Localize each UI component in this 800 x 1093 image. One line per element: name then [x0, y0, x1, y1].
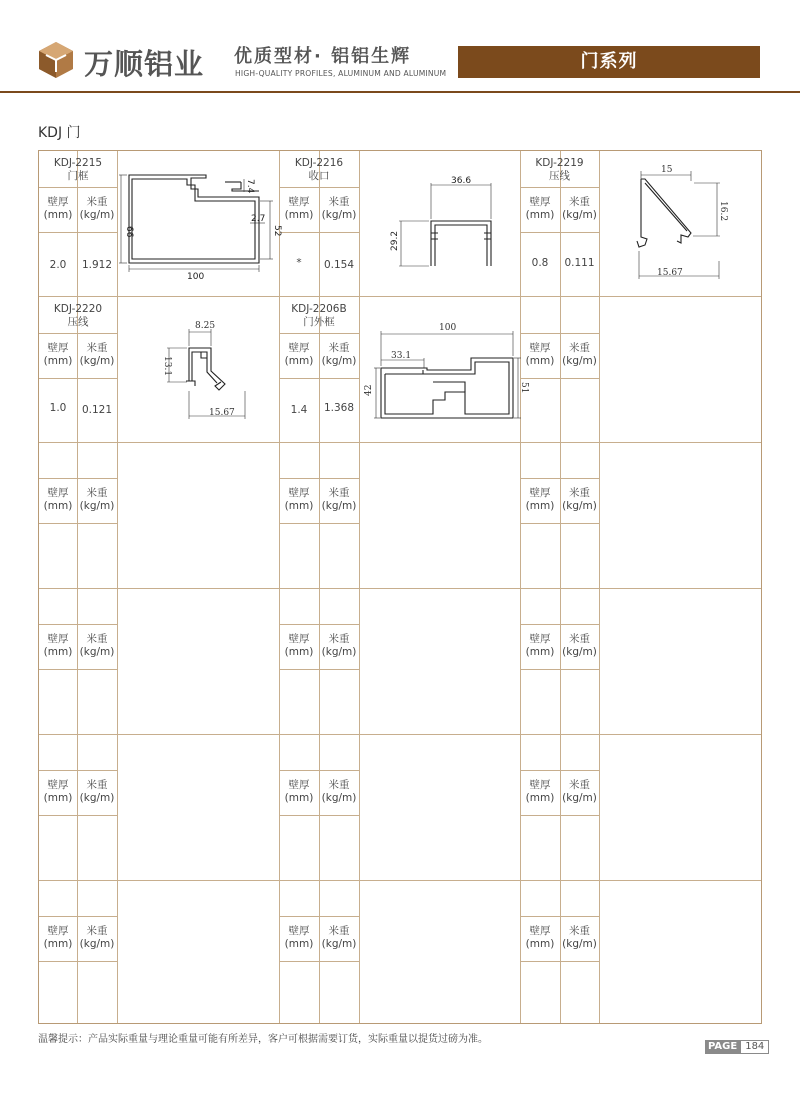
grid-line: [520, 232, 599, 233]
grid-line: [520, 378, 599, 379]
grid-line: [520, 916, 599, 917]
grid-line: [39, 523, 117, 524]
grid-line: [520, 815, 599, 816]
dim-side: 16.2: [718, 201, 728, 222]
grid-line: [520, 624, 599, 625]
column-header-weight: 米重 (kg/m): [321, 779, 357, 804]
grid-line: [279, 523, 359, 524]
weight-value: 0.111: [564, 257, 595, 269]
grid-line: [39, 880, 761, 881]
dim-width: 100: [187, 272, 205, 282]
column-header-thickness: 壁厚 (mm): [284, 633, 314, 658]
column-header-thickness: 壁厚 (mm): [43, 779, 73, 804]
grid-line: [279, 669, 359, 670]
dim-right: 51: [519, 382, 529, 394]
grid-line: [39, 916, 117, 917]
grid-line: [39, 961, 117, 962]
column-header-weight: 米重 (kg/m): [79, 487, 115, 512]
column-header-thickness: 壁厚 (mm): [284, 342, 314, 367]
column-header-thickness: 壁厚 (mm): [525, 342, 555, 367]
dim-height: 66: [124, 226, 134, 238]
grid-line: [560, 151, 561, 1023]
section-title: KDJ 门: [38, 125, 81, 141]
grid-line: [39, 734, 761, 735]
grid-line: [39, 588, 761, 589]
profile-code: KDJ-2206B: [291, 303, 347, 315]
profile-drawing-kdj-2219: [599, 151, 761, 296]
weight-value: 1.912: [81, 259, 113, 271]
page-number-tag: [705, 1040, 769, 1054]
weight-value: 1.368: [323, 402, 355, 414]
dim-left: 42: [364, 384, 374, 396]
grid-line: [319, 151, 320, 1023]
thickness-value: 1.4: [290, 404, 308, 416]
column-header-thickness: 壁厚 (mm): [43, 925, 73, 950]
company-logo-icon: [36, 40, 76, 80]
column-header-weight: 米重 (kg/m): [79, 779, 115, 804]
grid-line: [279, 961, 359, 962]
column-header-thickness: 壁厚 (mm): [525, 487, 555, 512]
column-header-weight: 米重 (kg/m): [562, 196, 597, 221]
dim-side: 13.1: [162, 356, 172, 377]
profile-drawing-kdj-2215: [117, 151, 282, 296]
grid-line: [39, 624, 117, 625]
grid-line: [520, 478, 599, 479]
grid-line: [39, 378, 117, 379]
column-header-thickness: 壁厚 (mm): [43, 342, 73, 367]
column-header-thickness: 壁厚 (mm): [43, 196, 73, 221]
grid-line: [520, 770, 599, 771]
column-header-thickness: 壁厚 (mm): [43, 633, 73, 658]
column-header-weight: 米重 (kg/m): [79, 342, 115, 367]
dim-bottom: 15.67: [209, 408, 235, 418]
profile-name: 压线: [549, 170, 570, 182]
dim-wall: 2.7: [251, 214, 266, 224]
profile-code: KDJ-2215: [53, 157, 103, 169]
column-header-weight: 米重 (kg/m): [79, 196, 115, 221]
grid-line: [520, 523, 599, 524]
profile-drawing-kdj-2206b: [359, 296, 529, 442]
dim-lip: 7.4: [245, 179, 255, 194]
grid-line: [279, 916, 359, 917]
grid-line: [39, 232, 117, 233]
column-header-weight: 米重 (kg/m): [562, 925, 597, 950]
profile-drawing-kdj-2220: [117, 296, 279, 442]
grid-line: [279, 333, 359, 334]
grid-line: [39, 478, 117, 479]
grid-line: [279, 478, 359, 479]
weight-value: 0.154: [323, 259, 355, 271]
profile-name: 收口: [308, 170, 330, 182]
header-divider: [0, 91, 800, 93]
grid-line: [279, 232, 359, 233]
column-header-weight: 米重 (kg/m): [562, 633, 597, 658]
column-header-weight: 米重 (kg/m): [79, 925, 115, 950]
grid-line: [520, 961, 599, 962]
page-number: 184: [740, 1040, 769, 1054]
weight-value: 0.121: [81, 404, 113, 416]
grid-line: [39, 333, 117, 334]
column-header-weight: 米重 (kg/m): [321, 487, 357, 512]
dim-bottom: 15.67: [657, 268, 683, 278]
column-header-weight: 米重 (kg/m): [562, 779, 597, 804]
dim-width: 100: [439, 323, 457, 333]
column-header-thickness: 壁厚 (mm): [43, 487, 73, 512]
profile-code: KDJ-2216: [294, 157, 344, 169]
grid-line: [520, 333, 599, 334]
column-header-weight: 米重 (kg/m): [321, 633, 357, 658]
column-header-thickness: 壁厚 (mm): [284, 196, 314, 221]
grid-line: [279, 151, 280, 1023]
grid-line: [520, 151, 521, 1023]
grid-line: [279, 187, 359, 188]
profile-name: 门外框: [303, 316, 335, 328]
grid-line: [39, 815, 117, 816]
grid-line: [520, 669, 599, 670]
page-header: [0, 0, 800, 95]
thickness-value: 0.8: [531, 257, 549, 269]
brand-slogan: 优质型材· 铝铝生辉: [234, 46, 412, 67]
series-title-banner: 门系列: [458, 46, 760, 78]
profile-name: 门框: [67, 170, 89, 182]
footnote: 温馨提示：产品实际重量与理论重量可能有所差异，客户可根据需要订货，实际重量以提货过磅为准。: [38, 1034, 488, 1045]
grid-line: [39, 187, 117, 188]
column-header-weight: 米重 (kg/m): [79, 633, 115, 658]
column-header-weight: 米重 (kg/m): [321, 925, 357, 950]
column-header-thickness: 壁厚 (mm): [525, 925, 555, 950]
page-label: PAGE: [705, 1040, 740, 1054]
brand-slogan-english: HIGH-QUALITY PROFILES, ALUMINUM AND ALUMINUM: [235, 69, 447, 78]
grid-line: [279, 624, 359, 625]
dim-inner: 52: [272, 225, 282, 237]
dim-top: 15: [661, 165, 673, 175]
thickness-value: *: [296, 257, 302, 269]
grid-line: [520, 187, 599, 188]
column-header-thickness: 壁厚 (mm): [284, 925, 314, 950]
column-header-thickness: 壁厚 (mm): [525, 633, 555, 658]
grid-line: [39, 442, 761, 443]
profile-drawing-kdj-2216: [359, 151, 520, 296]
grid-line: [279, 770, 359, 771]
profile-code: KDJ-2220: [53, 303, 103, 315]
dim-height: 29.2: [390, 230, 400, 251]
dim-width: 36.6: [451, 176, 472, 186]
column-header-weight: 米重 (kg/m): [321, 196, 357, 221]
grid-line: [77, 151, 78, 1023]
grid-line: [279, 378, 359, 379]
column-header-thickness: 壁厚 (mm): [525, 196, 555, 221]
column-header-weight: 米重 (kg/m): [562, 487, 597, 512]
column-header-thickness: 壁厚 (mm): [525, 779, 555, 804]
profile-code: KDJ-2219: [535, 157, 584, 169]
dim-top: 8.25: [195, 321, 216, 331]
grid-line: [39, 770, 117, 771]
column-header-weight: 米重 (kg/m): [321, 342, 357, 367]
column-header-thickness: 壁厚 (mm): [284, 487, 314, 512]
brand-name: 万顺铝业: [84, 47, 205, 81]
thickness-value: 2.0: [49, 259, 67, 271]
dim-step: 33.1: [391, 351, 412, 361]
profile-name: 压线: [67, 316, 89, 328]
thickness-value: 1.0: [49, 402, 67, 414]
column-header-thickness: 壁厚 (mm): [284, 779, 314, 804]
profile-table: [38, 150, 762, 1024]
grid-line: [279, 815, 359, 816]
column-header-weight: 米重 (kg/m): [562, 342, 597, 367]
grid-line: [39, 669, 117, 670]
